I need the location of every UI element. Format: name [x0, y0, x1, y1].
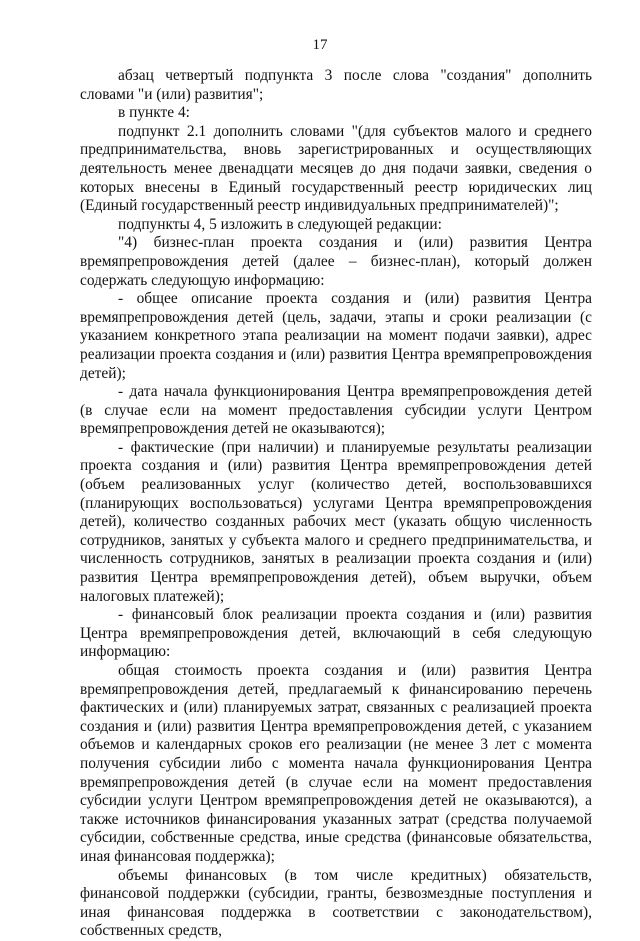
- paragraph-9: - финансовый блок реализации проекта создания и (или) развития Центра времяпрепровождения детей, включающий в себя следующую информацию:: [80, 606, 592, 661]
- paragraph-6: - общее описание проекта создания и (или) развития Центра времяпрепровождения детей (цель, задачи, этапы и сроки реализации (с указанием конкретного этапа реализации на момент подачи заявки), адрес реализации проекта создания и (или) развития Центра времяпрепровождения детей);: [80, 290, 592, 382]
- paragraph-2: в пункте 4:: [118, 104, 190, 122]
- paragraph-7: - дата начала функционирования Центра времяпрепровождения детей (в случае если на момент предоставления субсидии услуги Центром времяпрепровождения детей не оказываются);: [80, 383, 592, 438]
- paragraph-1: абзац четвертый подпункта 3 после слова "создания" дополнить словами "и (или) развития";: [80, 67, 592, 103]
- paragraph-8: - фактические (при наличии) и планируемые результаты реализации проекта создания и (или) развития Центра времяпрепровождения детей (объем реализованных услуг (количество детей, воспользовавшихся (планирующих воспользоваться) услугами Центра времяпрепровождения детей), количество созданных рабочих мест (указать общую численность сотрудников, занятых у субъекта малого и среднего предпринимательства, и численность сотрудников, занятых в реализации проекта создания и (или) развития Центра времяпрепровождения детей), объем выручки, объем налоговых платежей);: [80, 438, 592, 605]
- paragraph-10: общая стоимость проекта создания и (или) развития Центра времяпрепровождения детей, предлагаемый к финансированию перечень фактических и (или) планируемых затрат, связанных с реализацией проекта создания и (или) развития Центра времяпрепровождения детей, с указанием объемов и календарных сроков его реализации (не менее 3 лет с момента получения субсидии либо с момента начала функционирования Центра времяпрепровождения детей (в случае если на момент предоставления субсидии услуги Центром времяпрепровождения детей не оказываются), а также источников финансирования указанных затрат (средства получаемой субсидии, собственные средства, иные средства (финансовые обязательства, иная финансовая поддержка);: [80, 662, 592, 865]
- paragraph-3: подпункт 2.1 дополнить словами "(для субъектов малого и среднего предпринимательства, вновь зарегистрированных и осуществляющих деятельность менее двенадцати месяцев до дня подачи заявки, сведения о которых внесены в Единый государственный реестр юридических лиц (Единый государственный реестр индивидуальных предпринимателей)";: [80, 122, 592, 215]
- paragraph-11: объемы финансовых (в том числе кредитных) обязательств, финансовой поддержки (субсидии, гранты, безвозмездные поступления и иная финансовая поддержка в соответствии с законодательством), собственных средств,: [80, 866, 592, 940]
- page-number: 17: [312, 37, 328, 53]
- paragraph-5: "4) бизнес-план проекта создания и (или) развития Центра времяпрепровождения детей (далее – бизнес-план), который должен содержать следующую информацию:: [80, 234, 592, 289]
- document-body: [80, 67, 592, 941]
- paragraph-4: подпункты 4, 5 изложить в следующей редакции:: [118, 215, 442, 233]
